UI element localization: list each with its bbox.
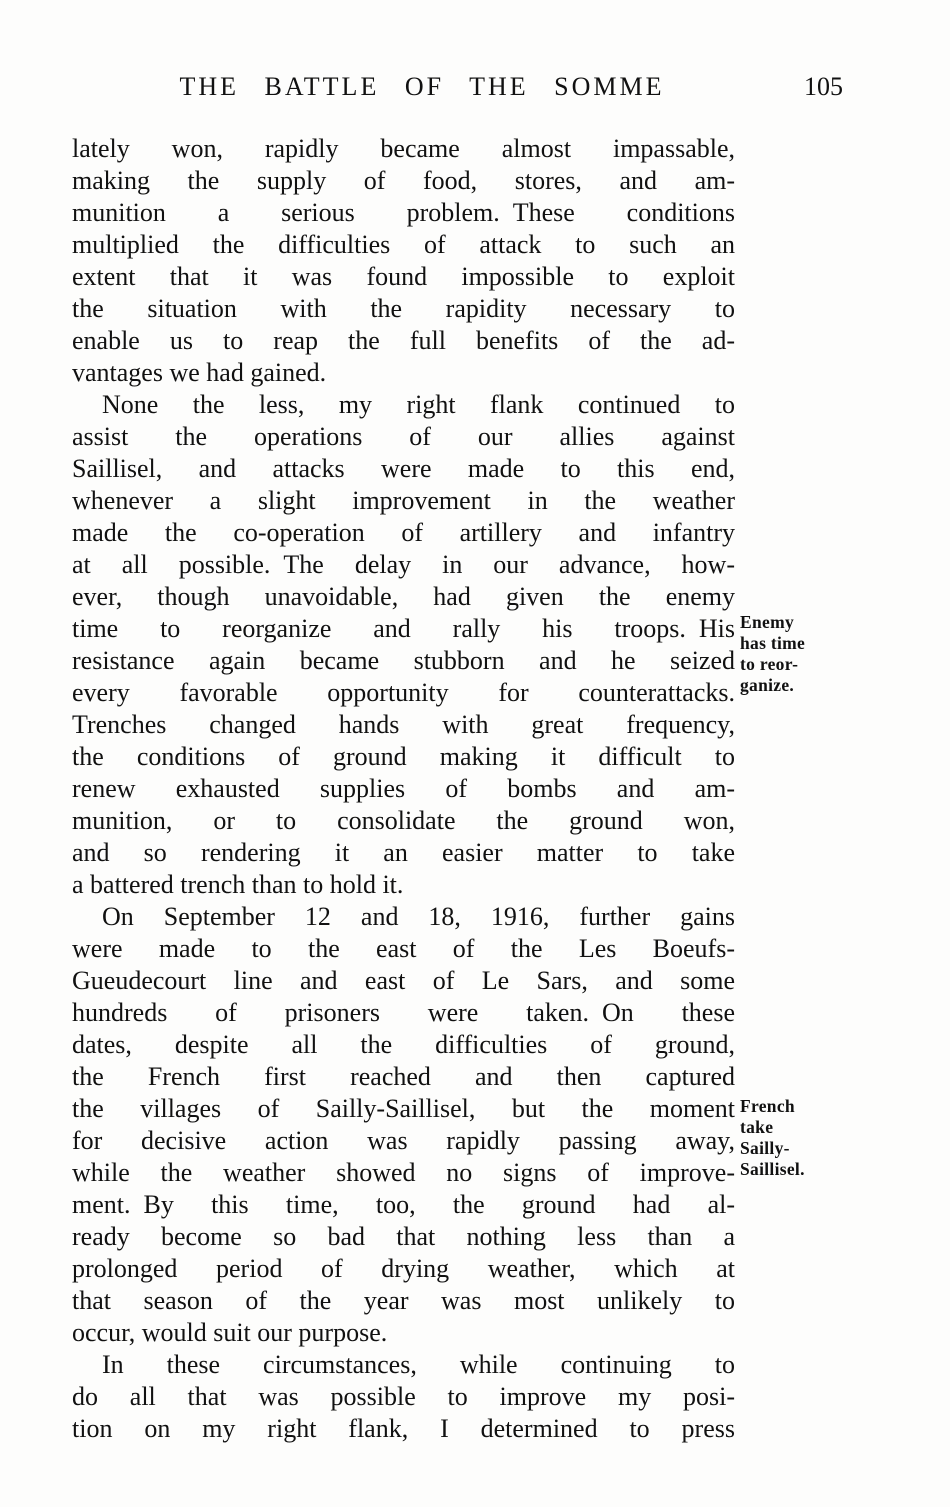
text-line: assist the operations of our allies against — [72, 422, 735, 451]
body-text — [72, 133, 735, 1445]
sidenote-line: has time — [740, 633, 806, 653]
text-line: None the less, my right flank continued to — [102, 390, 735, 419]
text-line: Saillisel, and attacks were made to this end, — [72, 454, 735, 483]
paragraph — [72, 133, 735, 389]
text-line: at all possible. The delay in our advance, how- — [72, 550, 735, 579]
text-line: resistance again became stubborn and he seized — [72, 646, 735, 675]
text-line: for decisive action was rapidly passing away, — [72, 1126, 735, 1155]
text-line: while the weather showed no signs of improve- — [72, 1158, 735, 1187]
text-line: making the supply of food, stores, and am- — [72, 166, 735, 195]
paragraph — [72, 1349, 735, 1445]
sidenote-line: to reor- — [740, 654, 799, 674]
sidenote — [740, 612, 885, 696]
text-line: whenever a slight improvement in the weather — [72, 486, 735, 515]
text-line: tion on my right flank, I determined to press — [72, 1414, 735, 1443]
text-line: On September 12 and 18, 1916, further gains — [102, 902, 735, 931]
text-line: extent that it was found impossible to exploit — [72, 262, 735, 291]
sidenote-line: ganize. — [740, 675, 795, 695]
text-line: Gueudecourt line and east of Le Sars, and some — [72, 966, 735, 995]
running-title: THE BATTLE OF THE SOMME — [179, 72, 665, 101]
text-line: hundreds of prisoners were taken. On these — [72, 998, 735, 1027]
text-line: Trenches changed hands with great frequency, — [72, 710, 735, 739]
text-line: every favorable opportunity for counterattacks. — [72, 678, 735, 707]
page-number: 105 — [804, 72, 843, 101]
page-header — [72, 72, 888, 106]
sidenote-line: Sailly- — [740, 1138, 790, 1158]
sidenote — [740, 1096, 885, 1180]
text-line: enable us to reap the full benefits of the ad- — [72, 326, 735, 355]
text-line: and so rendering it an easier matter to take — [72, 838, 735, 867]
sidenote-line: take — [740, 1117, 774, 1137]
text-line: dates, despite all the difficulties of ground, — [72, 1030, 735, 1059]
text-line: a battered trench than to hold it. — [72, 870, 404, 899]
text-line: renew exhausted supplies of bombs and am- — [72, 774, 735, 803]
text-line: the French first reached and then captured — [72, 1062, 735, 1091]
text-line: multiplied the difficulties of attack to such an — [72, 230, 735, 259]
sidenote-line: Saillisel. — [740, 1159, 805, 1179]
text-line: were made to the east of the Les Boeufs- — [72, 934, 735, 963]
text-line: the villages of Sailly-Saillisel, but the moment — [72, 1094, 735, 1123]
text-line: made the co-operation of artillery and infantry — [72, 518, 735, 547]
text-line: munition, or to consolidate the ground won, — [72, 806, 735, 835]
text-line: ever, though unavoidable, had given the enemy — [72, 582, 735, 611]
text-line: ment. By this time, too, the ground had al- — [72, 1190, 735, 1219]
text-line: prolonged period of drying weather, which at — [72, 1254, 735, 1283]
text-line: occur, would suit our purpose. — [72, 1318, 388, 1347]
text-line: munition a serious problem. These conditions — [72, 198, 735, 227]
text-line: vantages we had gained. — [72, 358, 327, 387]
paragraph — [72, 389, 735, 901]
paragraph — [72, 901, 735, 1349]
text-line: lately won, rapidly became almost impassable, — [72, 134, 735, 163]
text-line: ready become so bad that nothing less than a — [72, 1222, 735, 1251]
sidenote-line: French — [740, 1096, 795, 1116]
text-line: time to reorganize and rally his troops. His — [72, 614, 735, 643]
text-line: that season of the year was most unlikely to — [72, 1286, 735, 1315]
text-line: the conditions of ground making it difficult to — [72, 742, 735, 771]
text-line: do all that was possible to improve my posi- — [72, 1382, 735, 1411]
text-line: the situation with the rapidity necessary to — [72, 294, 735, 323]
sidenote-line: Enemy — [740, 612, 794, 632]
text-line: In these circumstances, while continuing to — [102, 1350, 735, 1379]
